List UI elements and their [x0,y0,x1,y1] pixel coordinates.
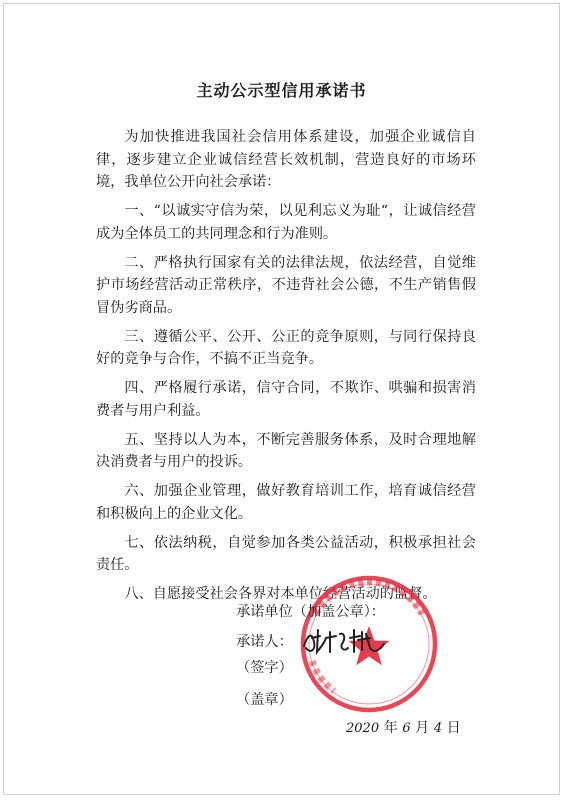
pledge-unit-label: 承诺单位（加盖公章）： [236,604,385,620]
date-month: 6 [402,721,411,736]
paragraph-2: 二、严格执行国家有关的法律法规，依法经营，自觉维护市场经营活动正常秩序，不违背社会公德，不生产销售假冒伪劣商品。 [96,254,476,316]
date-month-unit: 月 [415,720,430,736]
pledge-person-label: 承诺人： [236,634,293,650]
document-page [3,3,560,795]
paragraph-intro: 为加快推进我国社会信用体系建设，加强企业诚信自律，逐步建立企业诚信经营长效机制，营造良好的市场环境，我单位公开向社会承诺： [96,129,476,190]
paragraph-7: 七、依法纳税，自觉参加各类公益活动，积极承担社会责任。 [96,534,476,573]
date-day: 4 [433,721,443,736]
handwritten-signature-icon [300,624,390,658]
document-body [96,126,476,612]
seal-note: （盖章） [236,692,293,708]
pledge-date [346,717,461,737]
document-title: 主动公示型信用承诺书 [196,81,367,100]
paragraph-3: 三、遵循公平、公开、公正的竞争原则，与同行保持良好的竞争与合作，不搞不正当竞争。 [96,328,476,367]
paragraph-5: 五、坚持以人为本，不断完善服务体系，及时合理地解决消费者与用户的投诉。 [96,431,476,470]
paragraph-1: 一、“以诚实守信为荣，以见利忘义为耻“，让诚信经营成为全体员工的共同理念和行为准则。 [96,203,476,242]
date-year-unit: 年 [383,720,398,736]
paragraph-6: 六、加强企业管理，做好教育培训工作，培育诚信经营和积极向上的企业文化。 [96,483,476,522]
sign-note: （签字） [236,660,293,676]
date-year: 2020 [346,721,380,736]
paragraph-4: 四、严格履行承诺，信守合同，不欺诈、哄骗和损害消费者与用户利益。 [96,380,476,419]
paragraph-8: 八、自愿接受社会各界对本单位经营活动的监督。 [124,586,437,602]
date-day-unit: 日 [446,720,461,736]
